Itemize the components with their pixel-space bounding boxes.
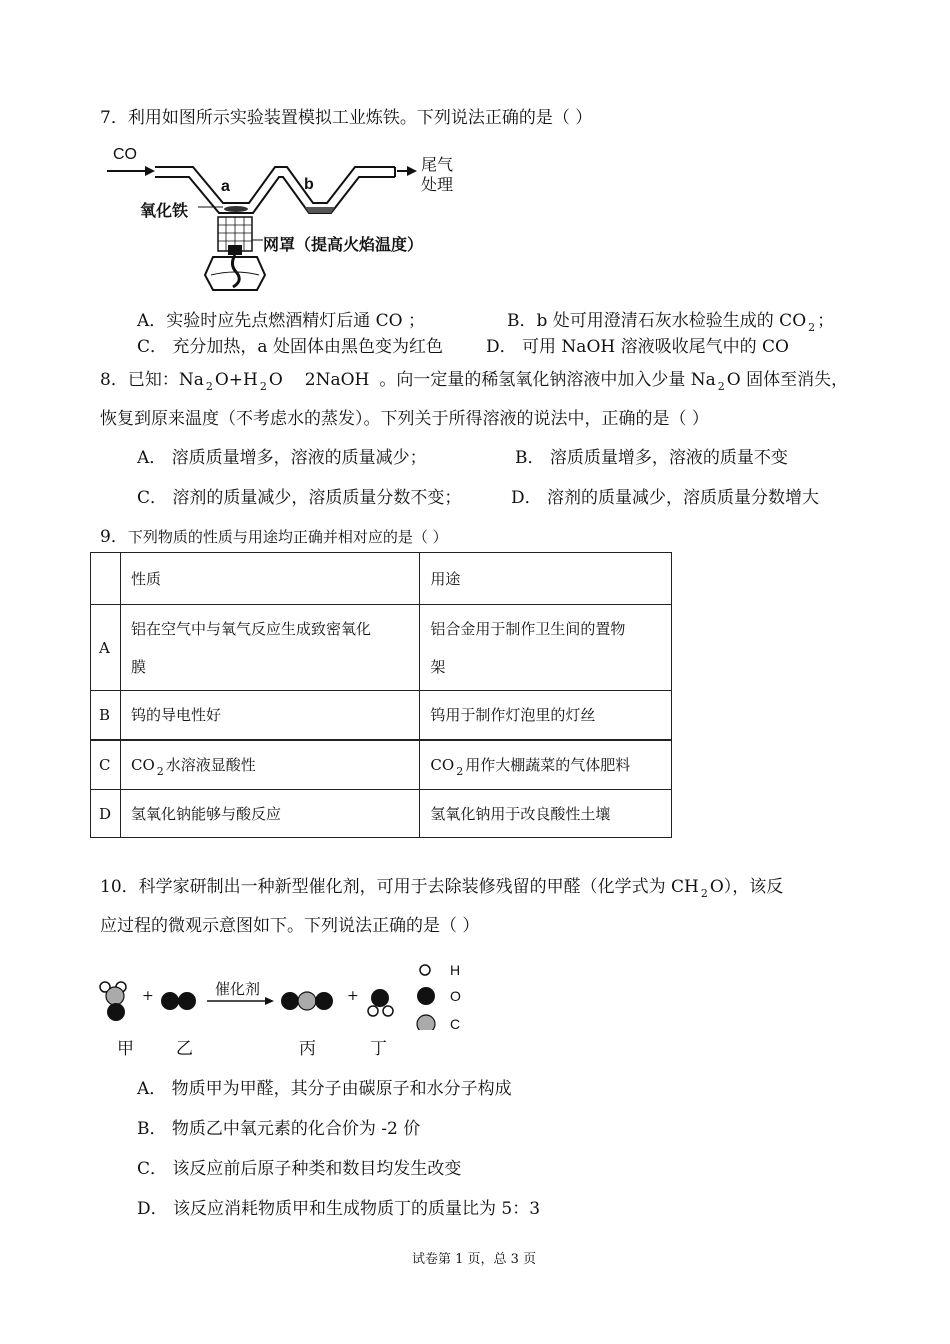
molecule-name-ding: 丁: [370, 1039, 387, 1059]
table-header-cell: [91, 553, 121, 605]
use-cell: 氢氧化钠用于改良酸性土壤: [420, 790, 672, 838]
q7-option-a: A．实验时应先点燃酒精灯后通 CO ；: [137, 311, 426, 331]
q7-apparatus-figure: [105, 145, 465, 300]
q7-option-c: C． 充分加热，a 处固体由黑色变为红色: [137, 337, 443, 357]
row-key: C: [91, 740, 121, 790]
q7-co-label: CO: [113, 146, 137, 163]
table-row: [91, 790, 672, 838]
q8-option-a: A． 溶质质量增多，溶液的质量减少；: [137, 448, 427, 468]
property-cell: CO $_2$ 水溶液显酸性: [120, 740, 419, 790]
page-footer: 试卷第 1 页，总 3 页: [412, 1252, 537, 1267]
q7-stem: 7．利用如图所示实验装置模拟工业炼铁。下列说法正确的是（ ）: [100, 108, 593, 128]
q7-point-b: b: [304, 176, 314, 193]
molecule-name-yi: 乙: [176, 1039, 193, 1059]
legend-o: O: [450, 988, 461, 1004]
table-header-cell: 性质: [120, 553, 419, 605]
q8-line-1: 8．已知：Na $_2$ O+H $_2$ O 2NaOH 。向一定量的稀氢氧化钠溶液中加入少量 Na $_2$ O 固体至消失，: [100, 370, 849, 393]
row-key: D: [91, 790, 121, 838]
molecule-name-bing: 丙: [299, 1039, 316, 1059]
q8-option-c: C． 溶剂的质量减少，溶质质量分数不变；: [137, 488, 462, 508]
q9-stem: 9．下列物质的性质与用途均正确并相对应的是（ ）: [100, 527, 448, 547]
table-row: [91, 740, 672, 790]
q9-table: [90, 552, 672, 838]
property-cell: 铝在空气中与氧气反应生成致密氧化 膜: [120, 605, 419, 691]
catalyst-label: 催化剂: [215, 981, 261, 998]
property-cell: 氢氧化钠能够与酸反应: [120, 790, 419, 838]
q7-exhaust-label-2: 处理: [421, 177, 454, 194]
q10-option-d: D． 该反应消耗物质甲和生成物质丁的质量比为 5：3: [137, 1199, 541, 1219]
q7-iron-oxide-label: 氧化铁: [140, 203, 189, 220]
q7-gauze-label: 网罩（提高火焰温度）: [263, 237, 424, 254]
row-key: B: [91, 691, 121, 740]
q8-option-d: D． 溶剂的质量减少，溶质质量分数增大: [511, 488, 820, 508]
q7-option-d: D． 可用 NaOH 溶液吸收尾气中的 CO: [486, 337, 789, 357]
q10-line-2: 应过程的微观示意图如下。下列说法正确的是（ ）: [100, 916, 480, 936]
q8-line-2: 恢复到原来温度（不考虑水的蒸发）。下列关于所得溶液的说法中，正确的是（ ）: [100, 409, 709, 429]
table-header-row: [91, 553, 672, 605]
q10-option-a: A． 物质甲为甲醛，其分子由碳原子和水分子构成: [137, 1079, 512, 1099]
q10-line-1: 10．科学家研制出一种新型催化剂，可用于去除装修残留的甲醛（化学式为 CH $_2$ O），该反: [100, 877, 784, 900]
q10-option-c: C． 该反应前后原子种类和数目均发生改变: [137, 1159, 462, 1179]
property-cell: 钨的导电性好: [120, 691, 419, 740]
legend-c: C: [450, 1016, 461, 1032]
use-cell: 钨用于制作灯泡里的灯丝: [420, 691, 672, 740]
legend-h: H: [450, 962, 461, 978]
table-header-cell: 用途: [420, 553, 672, 605]
row-key: A: [91, 605, 121, 691]
q8-option-b: B． 溶质质量增多，溶液的质量不变: [515, 448, 788, 468]
q7-exhaust-label-1: 尾气: [421, 157, 454, 174]
use-cell: CO $_2$ 用作大棚蔬菜的气体肥料: [420, 740, 672, 790]
use-cell: 铝合金用于制作卫生间的置物 架: [420, 605, 672, 691]
plus-sign: +: [347, 988, 359, 1004]
table-row: [91, 691, 672, 740]
q10-option-b: B． 物质乙中氧元素的化合价为 -2 价: [137, 1119, 421, 1139]
q7-option-b: B．b 处可用澄清石灰水检验生成的 CO $_2$ ；: [507, 311, 835, 334]
table-row: [91, 605, 672, 691]
q7-point-a: a: [221, 178, 230, 195]
plus-sign: +: [142, 988, 154, 1004]
molecule-name-jia: 甲: [117, 1039, 134, 1059]
